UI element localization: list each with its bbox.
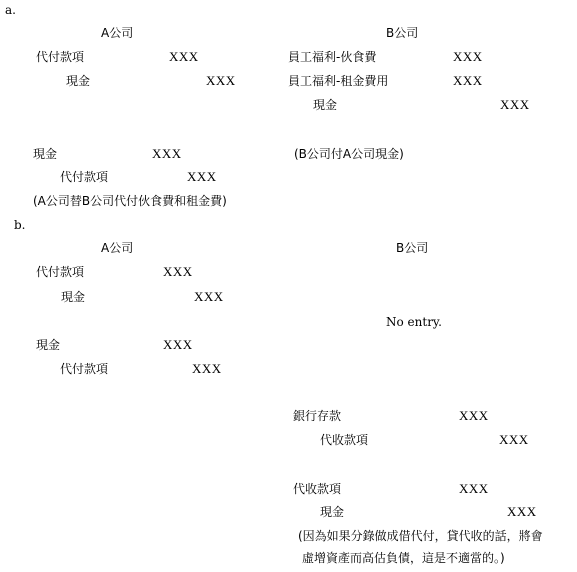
b-note-line1: (因為如果分錄做成借代付，貸代收的話，將會 xyxy=(298,529,543,543)
a-entry2-debit-account: 現金 xyxy=(33,147,58,161)
b-a-entry2-debit-amount: XXX xyxy=(163,337,193,352)
company-a-header-b: A公司 xyxy=(101,241,134,255)
b-entry2-note: (B公司付A公司現金) xyxy=(294,147,404,161)
b-a-entry1-debit-amount: XXX xyxy=(163,264,193,279)
b-b-entry3-debit-amount: XXX xyxy=(459,481,489,496)
section-a-label: a. xyxy=(5,3,16,17)
b-entry1-debit2-amount: XXX xyxy=(453,73,483,88)
b-no-entry: No entry. xyxy=(386,315,442,329)
company-b-header-b: B公司 xyxy=(396,241,429,255)
b-b-entry3-debit-account: 代收款項 xyxy=(293,482,342,496)
b-b-entry3-credit-amount: XXX xyxy=(507,504,537,519)
company-a-header: A公司 xyxy=(101,26,134,40)
b-a-entry1-debit-account: 代付款項 xyxy=(36,265,85,279)
b-b-entry3-credit-account: 現金 xyxy=(320,505,345,519)
b-note-line2: 虛增資產而高估負債，這是不適當的。) xyxy=(302,551,505,565)
b-b-entry2-debit-amount: XXX xyxy=(459,408,489,423)
b-entry1-credit-account: 現金 xyxy=(313,98,338,112)
b-a-entry2-credit-account: 代付款項 xyxy=(60,362,109,376)
a-entry1-debit-account: 代付款項 xyxy=(36,50,85,64)
b-a-entry1-credit-amount: XXX xyxy=(194,289,224,304)
b-a-entry1-credit-account: 現金 xyxy=(61,290,86,304)
b-entry1-debit1-account: 員工福利-伙食費 xyxy=(288,50,377,64)
b-b-entry2-debit-account: 銀行存款 xyxy=(293,409,342,423)
b-b-entry2-credit-amount: XXX xyxy=(499,432,529,447)
a-entry1-debit-amount: XXX xyxy=(169,49,199,64)
a-entry2-debit-amount: XXX xyxy=(152,146,182,161)
a-entry2-credit-account: 代付款項 xyxy=(60,170,109,184)
section-b-label: b. xyxy=(14,218,26,232)
b-entry1-credit-amount: XXX xyxy=(500,97,530,112)
a-entry2-note: (A公司替B公司代付伙食費和租金費) xyxy=(33,194,227,208)
a-entry1-credit-account: 現金 xyxy=(66,74,91,88)
b-a-entry2-credit-amount: XXX xyxy=(192,361,222,376)
b-b-entry2-credit-account: 代收款項 xyxy=(320,433,369,447)
a-entry1-credit-amount: XXX xyxy=(206,73,236,88)
b-a-entry2-debit-account: 現金 xyxy=(36,338,61,352)
a-entry2-credit-amount: XXX xyxy=(187,169,217,184)
company-b-header: B公司 xyxy=(386,26,419,40)
b-entry1-debit2-account: 員工福利-租金費用 xyxy=(288,74,389,88)
b-entry1-debit1-amount: XXX xyxy=(453,49,483,64)
